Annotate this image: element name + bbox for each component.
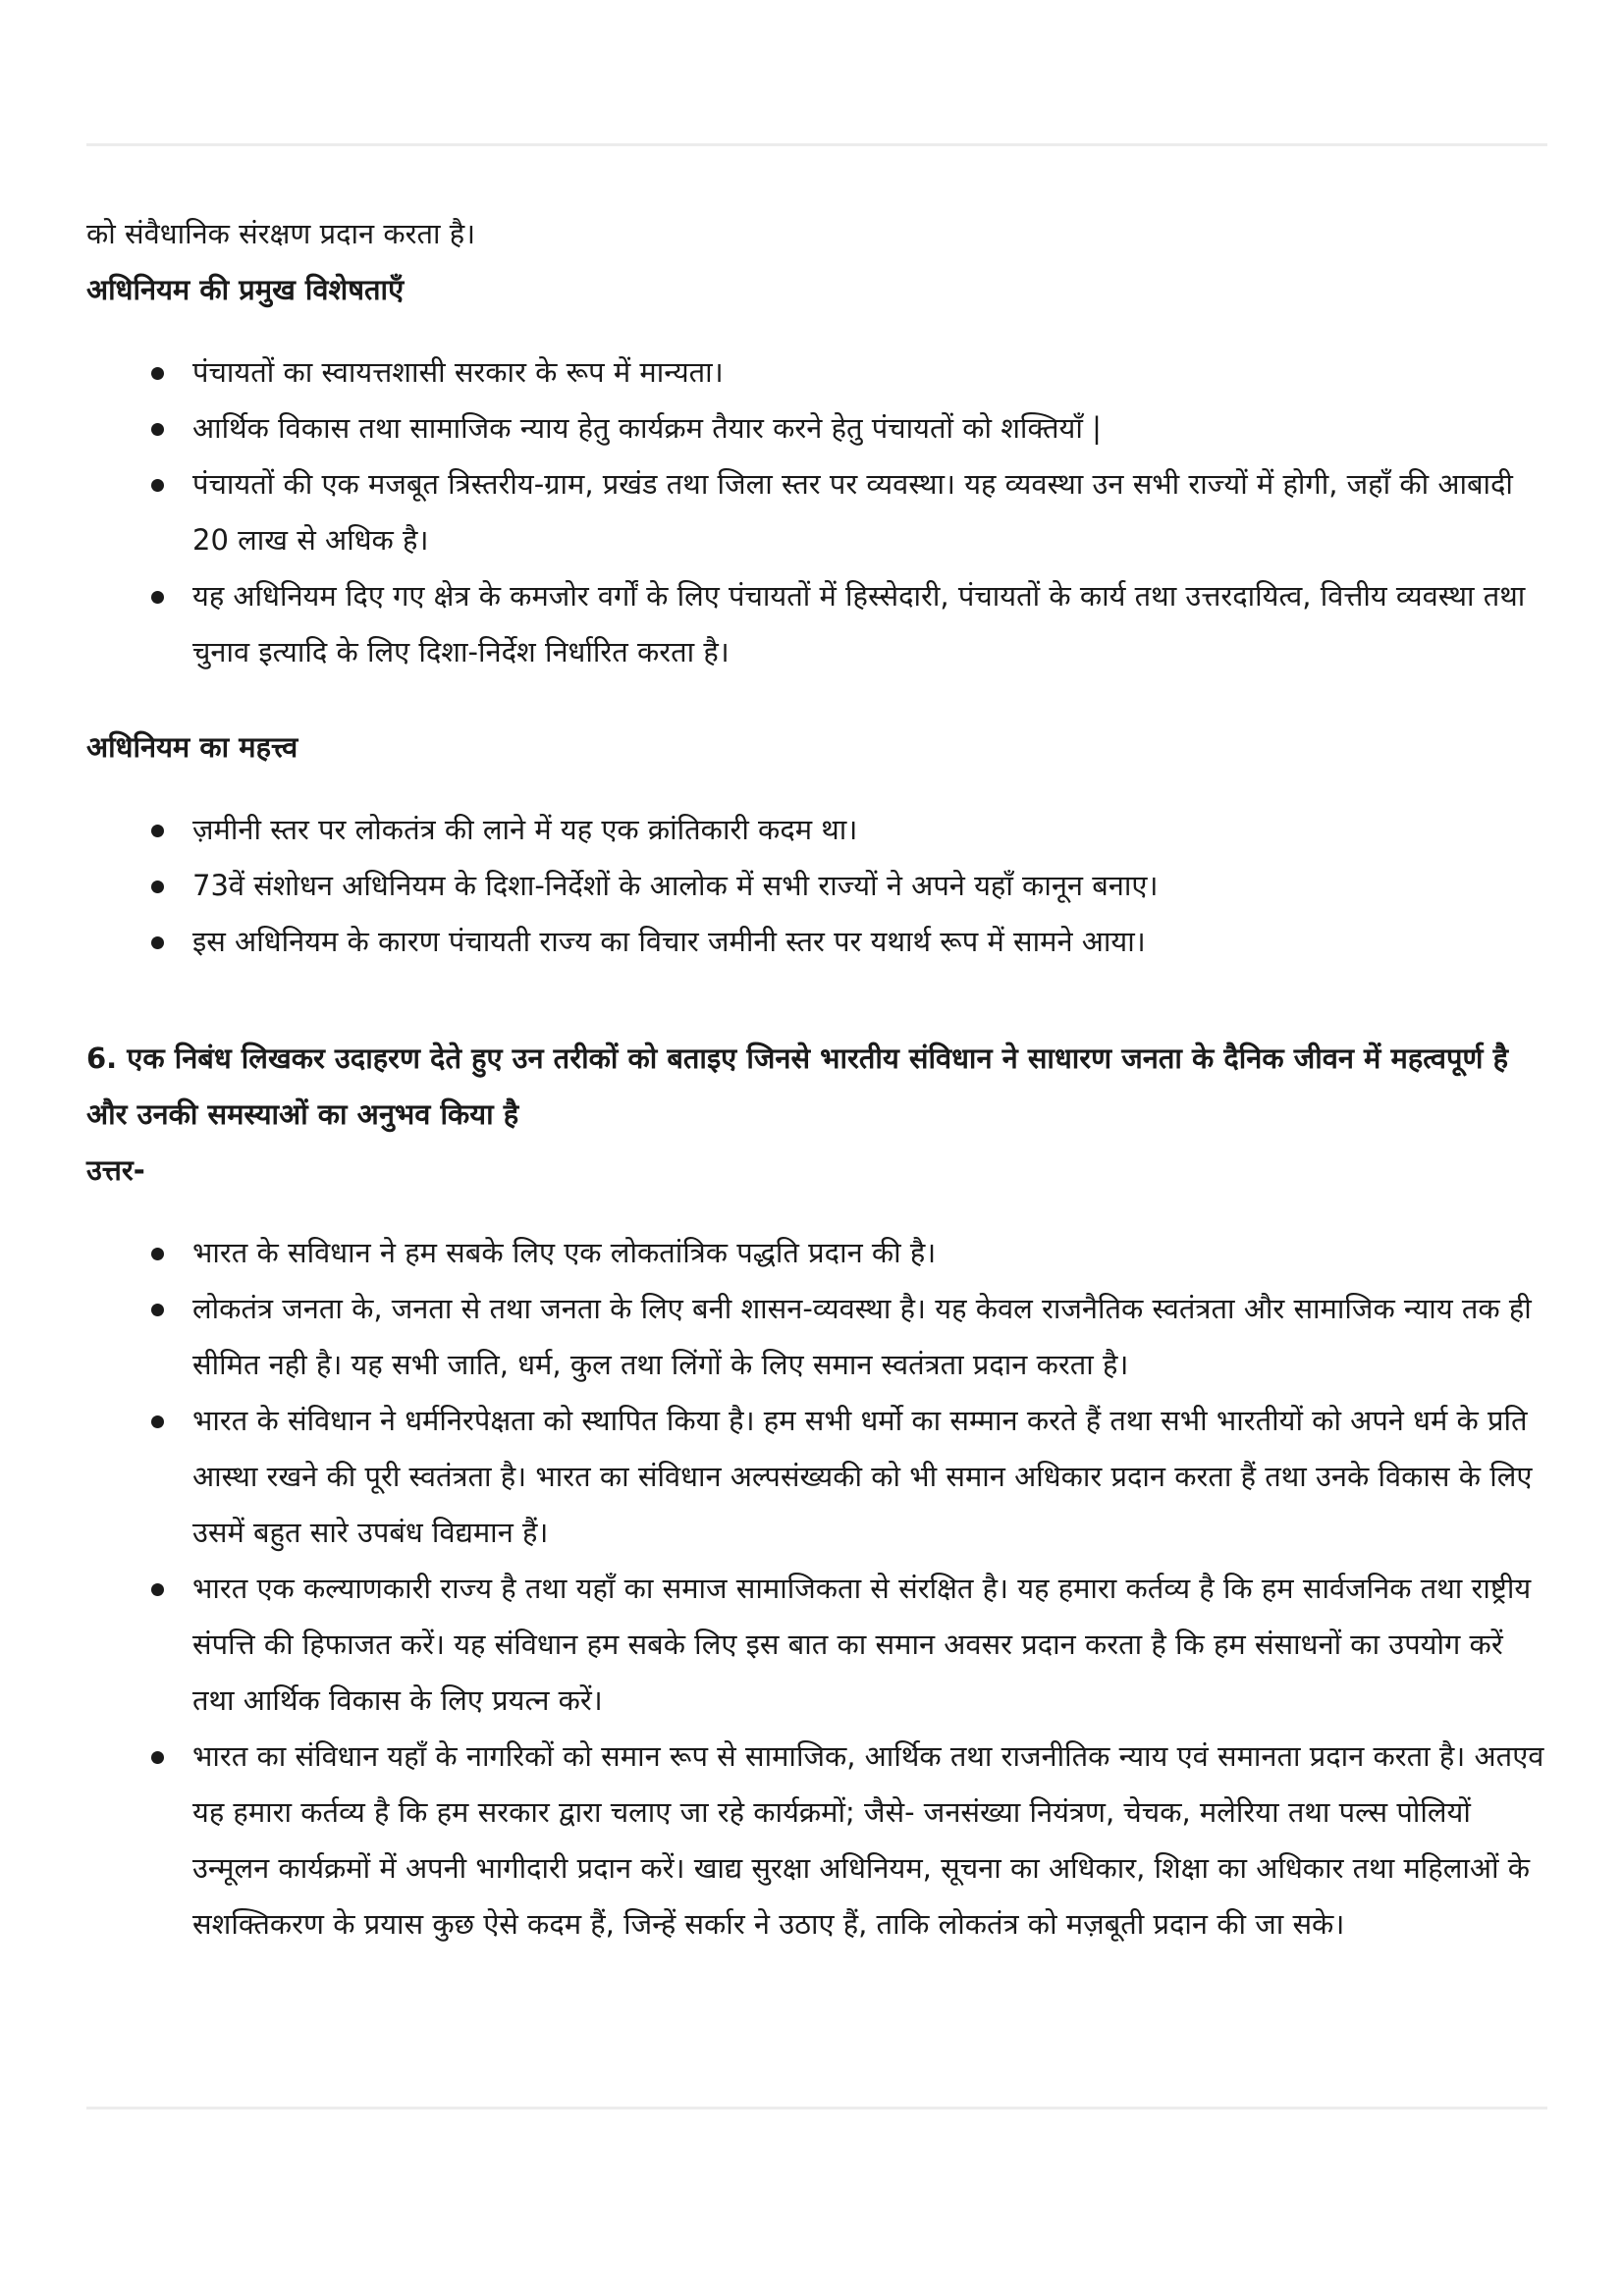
list-item-text: 73वें संशोधन अधिनियम के दिशा-निर्देशों के आलोक में सभी राज्यों ने अपने यहाँ कानून बनाए। — [192, 869, 1159, 902]
bullet-icon — [151, 881, 164, 893]
top-divider — [86, 143, 1547, 146]
list-item — [86, 858, 1549, 914]
question-6: 6. एक निबंध लिखकर उदाहरण देते हुए उन तरीकों को बताइए जिनसे भारतीय संविधान ने साधारण जनता के दैनिक जीवन में महत्वपूर्ण है और उनकी समस्याओं का अनुभव किया है — [86, 1041, 1508, 1131]
section-heading-importance: अधिनियम का महत्त्व — [86, 730, 298, 764]
bullet-icon — [151, 367, 164, 380]
bottom-divider — [86, 2107, 1547, 2109]
list-item — [86, 802, 1549, 858]
intro-line: को संवैधानिक संरक्षण प्रदान करता है। — [86, 217, 476, 250]
bullet-icon — [151, 1415, 164, 1428]
list-item-text: पंचायतों की एक मजबूत त्रिस्तरीय-ग्राम, प्रखंड तथा जिला स्तर पर व्यवस्था। यह व्यवस्था उन सभी राज्यों में होगी, जहाँ की आबादी 20 लाख से अधिक है। — [192, 467, 1513, 557]
list-item — [86, 1225, 1549, 1281]
list-item-text: पंचायतों का स्वायत्तशासी सरकार के रूप में मान्यता। — [192, 355, 724, 389]
list-item — [86, 345, 1549, 400]
bullet-icon — [151, 479, 164, 492]
list-item — [86, 456, 1549, 568]
bullet-icon — [151, 936, 164, 949]
document-body — [86, 206, 1549, 1952]
list-item — [86, 1729, 1549, 1952]
list-item-text: इस अधिनियम के कारण पंचायती राज्य का विचार जमीनी स्तर पर यथार्थ रूप में सामने आया। — [192, 925, 1146, 958]
bullet-icon — [151, 1751, 164, 1764]
bullet-icon — [151, 825, 164, 837]
list-item — [86, 1393, 1549, 1561]
features-list — [86, 345, 1549, 680]
answer-label: उत्तर- — [86, 1153, 145, 1187]
list-item — [86, 1281, 1549, 1393]
list-item-text: ज़मीनी स्तर पर लोकतंत्र की लाने में यह एक क्रांतिकारी कदम था। — [192, 813, 858, 846]
list-item-text: यह अधिनियम दिए गए क्षेत्र के कमजोर वर्गों के लिए पंचायतों में हिस्सेदारी, पंचायतों के कार्य तथा उत्तरदायित्व, वित्तीय व्यवस्था तथा चुनाव इत्यादि के लिए दिशा-निर्देश निर्धारित करता है। — [192, 579, 1526, 668]
answer-list — [86, 1225, 1549, 1952]
list-item — [86, 400, 1549, 456]
list-item — [86, 1561, 1549, 1729]
list-item-text: लोकतंत्र जनता के, जनता से तथा जनता के लिए बनी शासन-व्यवस्था है। यह केवल राजनैतिक स्वतंत्रता और सामाजिक न्याय तक ही सीमित नही है। यह सभी जाति, धर्म, कुल तथा लिंगों के लिए समान स्वतंत्रता प्रदान करता है। — [192, 1292, 1532, 1381]
list-item — [86, 914, 1549, 970]
list-item-text: भारत का संविधान यहाँ के नागरिकों को समान रूप से सामाजिक, आर्थिक तथा राजनीतिक न्याय एवं समानता प्रदान करता है। अतएव यह हमारा कर्तव्य है कि हम सरकार द्वारा चलाए जा रहे कार्यक्रमों; जैसे- जनसंख्या नियंत्रण, चेचक, मलेरिया तथा पल्स पोलियों उन्मूलन कार्यक्रमों में अपनी भागीदारी प्रदान करें। खाद्य सुरक्षा अधिनियम, सूचना का अधिकार, शिक्षा का अधिकार तथा महिलाओं के सशक्तिकरण के प्रयास कुछ ऐसे कदम हैं, जिन्हें सर्कार ने उठाए हैं, ताकि लोकतंत्र को मज़बूती प्रदान की जा सके। — [192, 1739, 1544, 1941]
list-item — [86, 568, 1549, 680]
list-item-text: भारत के संविधान ने धर्मनिरपेक्षता को स्थापित किया है। हम सभी धर्मो का सम्मान करते हैं तथा सभी भारतीयों को अपने धर्म के प्रति आस्था रखने की पूरी स्वतंत्रता है। भारत का संविधान अल्पसंख्यकी को भी समान अधिकार प्रदान करता हैं तथा उनके विकास के लिए उसमें बहुत सारे उपबंध विद्यमान हैं। — [192, 1404, 1533, 1549]
list-item-text: भारत के सविधान ने हम सबके लिए एक लोकतांत्रिक पद्धति प्रदान की है। — [192, 1236, 937, 1269]
list-item-text: भारत एक कल्याणकारी राज्य है तथा यहाँ का समाज सामाजिकता से संरक्षित है। यह हमारा कर्तव्य है कि हम सार्वजनिक तथा राष्ट्रीय संपत्ति की हिफाजत करें। यह संविधान हम सबके लिए इस बात का समान अवसर प्रदान करता है कि हम संसाधनों का उपयोग करें तथा आर्थिक विकास के लिए प्रयत्न करें। — [192, 1572, 1532, 1717]
list-item-text: आर्थिक विकास तथा सामाजिक न्याय हेतु कार्यक्रम तैयार करने हेतु पंचायतों को शक्तियाँ | — [192, 411, 1102, 445]
bullet-icon — [151, 591, 164, 604]
importance-list — [86, 802, 1549, 970]
bullet-icon — [151, 1248, 164, 1260]
bullet-icon — [151, 423, 164, 436]
bullet-icon — [151, 1304, 164, 1316]
section-heading-features: अधिनियम की प्रमुख विशेषताएँ — [86, 273, 405, 306]
bullet-icon — [151, 1583, 164, 1596]
